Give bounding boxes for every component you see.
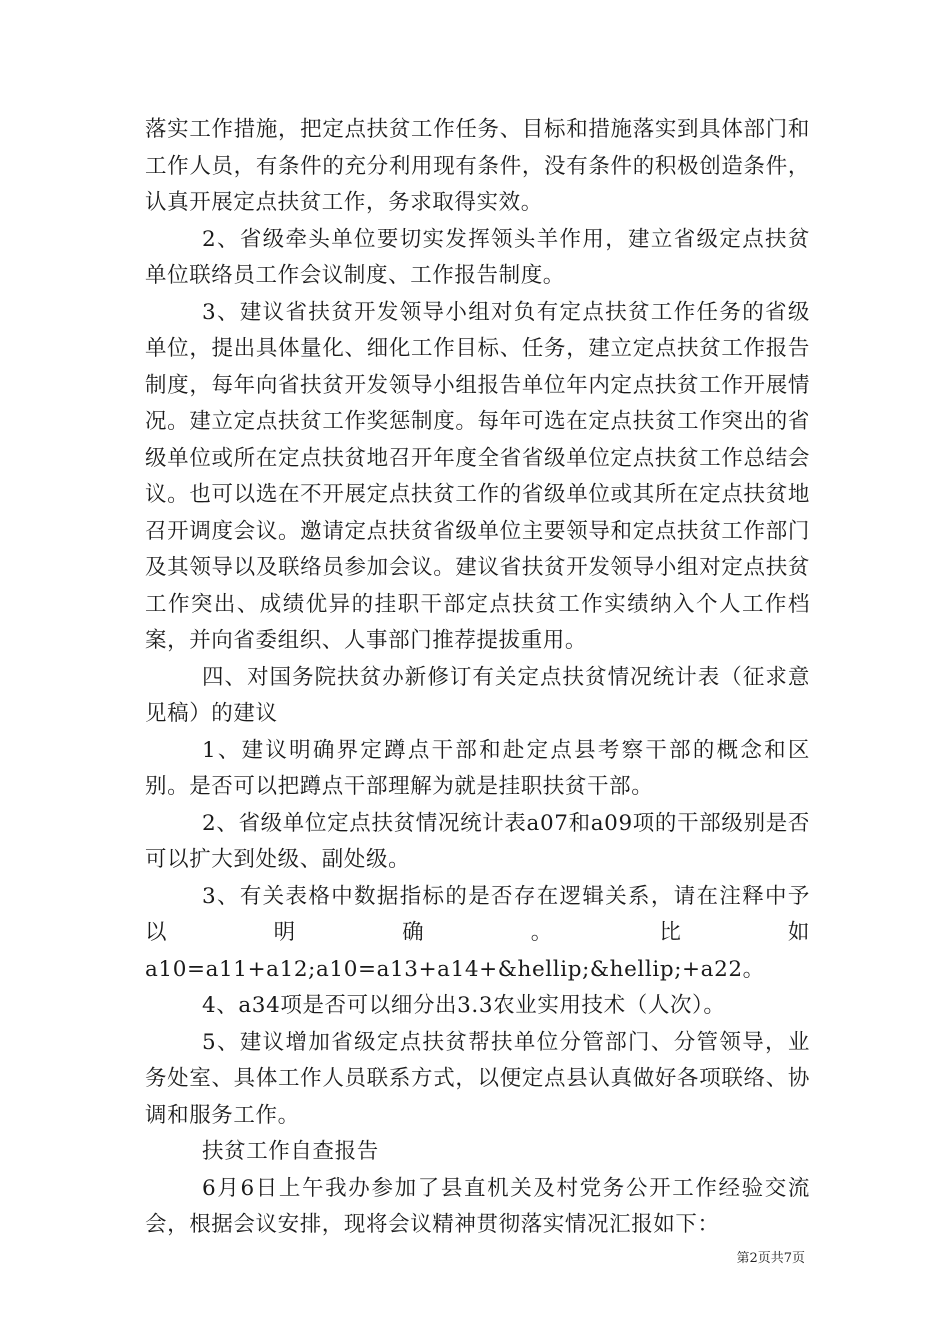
paragraph-suggestion-3: 3、有关表格中数据指标的是否存在逻辑关系，请在注释中予以明确。比如a10=a11+a12;a10=a13+a14+&hellip;&hellip;+a22。: [145, 883, 810, 982]
paragraph-suggestion-5: 5、建议增加省级定点扶贫帮扶单位分管部门、分管领导，业务处室、具体工作人员联系方式，以便定点县认真做好各项联络、协调和服务工作。: [145, 1029, 810, 1128]
paragraph-suggestion-1: 1、建议明确界定蹲点干部和赴定点县考察干部的概念和区别。是否可以把蹲点干部理解为就是挂职扶贫干部。: [145, 737, 810, 799]
paragraph-report-intro: 6月6日上午我办参加了县直机关及村党务公开工作经验交流会，根据会议安排，现将会议精神贯彻落实情况汇报如下：: [145, 1175, 810, 1237]
document-body: [145, 112, 810, 1244]
paragraph-suggestion-2: 2、省级单位定点扶贫情况统计表a07和a09项的干部级别是否可以扩大到处级、副处级。: [145, 810, 810, 872]
section-heading-4: 四、对国务院扶贫办新修订有关定点扶贫情况统计表（征求意见稿）的建议: [145, 664, 810, 726]
paragraph-item-3: 3、建议省扶贫开发领导小组对负有定点扶贫工作任务的省级单位，提出具体量化、细化工作目标、任务，建立定点扶贫工作报告制度，每年向省扶贫开发领导小组报告单位年内定点扶贫工作开展情况。建立定点扶贫工作奖惩制度。每年可选在定点扶贫工作突出的省级单位或所在定点扶贫地召开年度全省省级单位定点扶贫工作总结会议。也可以选在不开展定点扶贫工作的省级单位或其所在定点扶贫地召开调度会议。邀请定点扶贫省级单位主要领导和定点扶贫工作部门及其领导以及联络员参加会议。建议省扶贫开发领导小组对定点扶贫工作突出、成绩优异的挂职干部定点扶贫工作实绩纳入个人工作档案，并向省委组织、人事部门推荐提拔重用。: [145, 299, 810, 653]
paragraph-suggestion-4: 4、a34项是否可以细分出3.3农业实用技术（人次）。: [202, 993, 726, 1018]
paragraph-item-2: 2、省级牵头单位要切实发挥领头羊作用，建立省级定点扶贫单位联络员工作会议制度、工作报告制度。: [145, 226, 810, 288]
page-number-footer: 第2页共7页: [736, 1251, 805, 1266]
report-title: 扶贫工作自查报告: [202, 1139, 379, 1164]
paragraph-continuation: 落实工作措施，把定点扶贫工作任务、目标和措施落实到具体部门和工作人员，有条件的充分利用现有条件，没有条件的积极创造条件，认真开展定点扶贫工作，务求取得实效。: [145, 117, 810, 215]
